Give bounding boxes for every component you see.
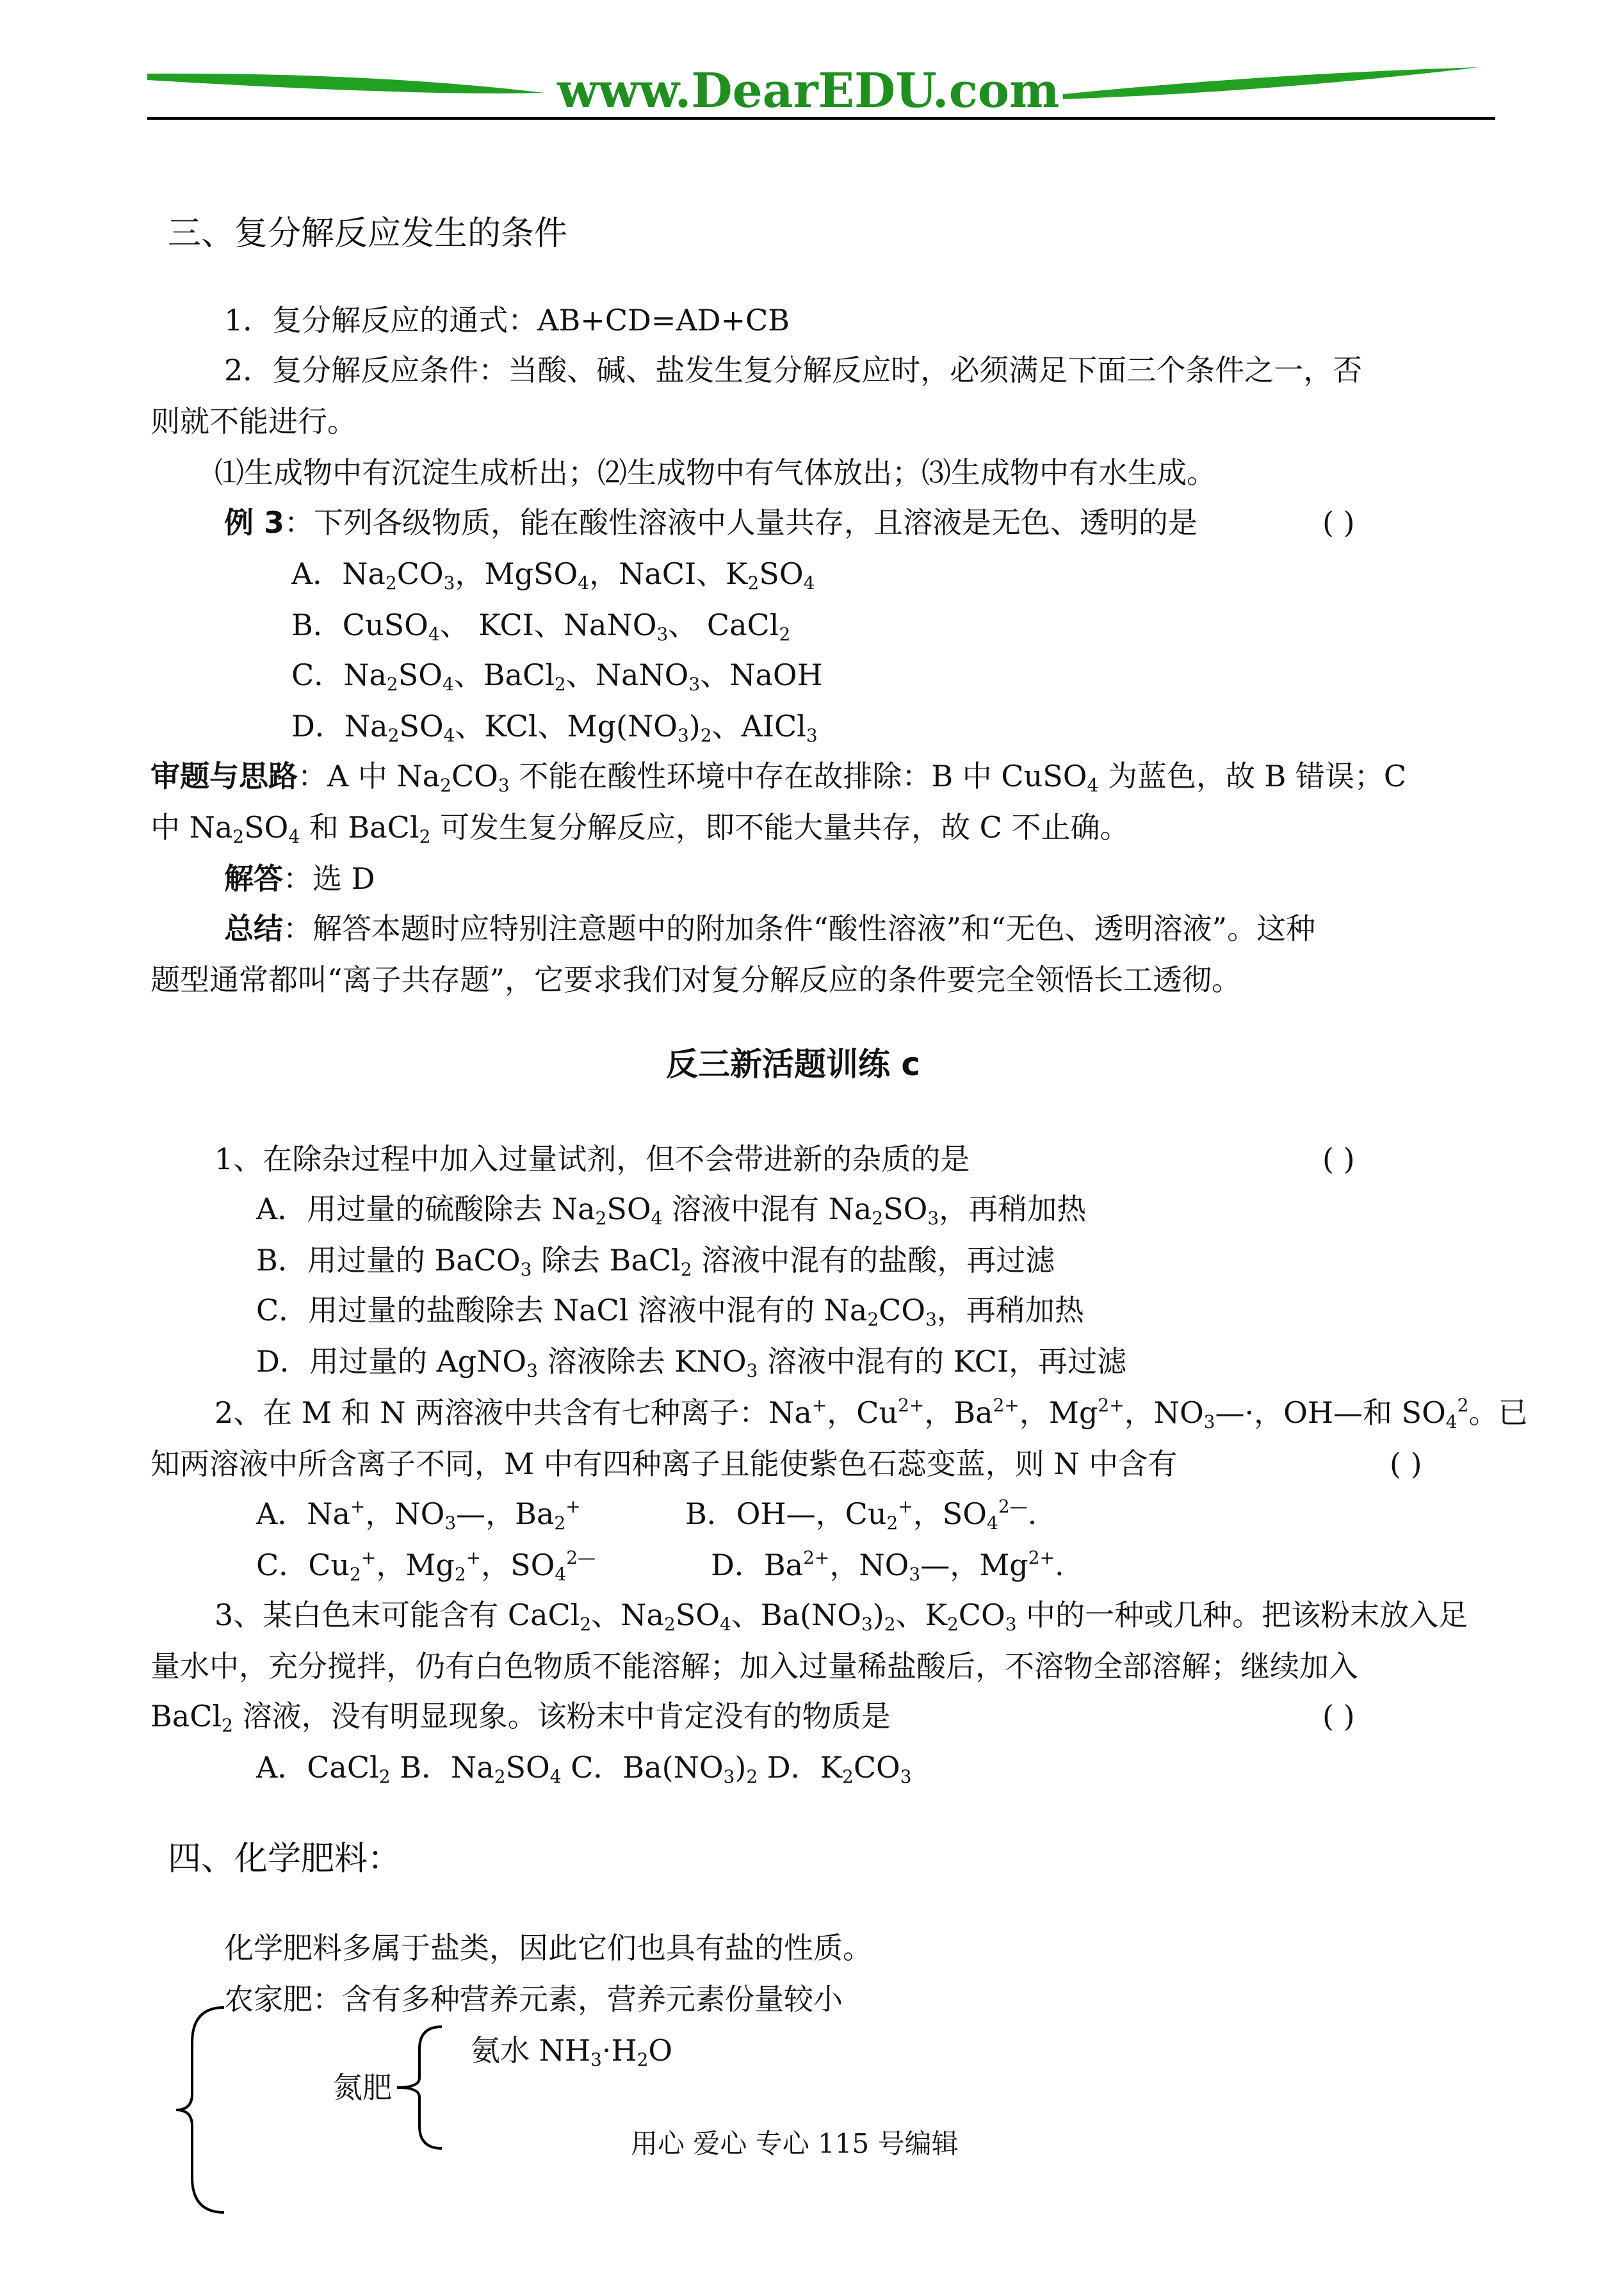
section-4-title: 四、化学肥料：: [168, 1840, 402, 1878]
q2-line-2: 知两溶液中所含离子不同，M 中有四种离子且能使紫色石蕊变蓝，则 N 中含有: [150, 1447, 1178, 1481]
nitrogen-fertilizer-label: 氮肥: [333, 2070, 392, 2105]
example-3-option-a: A．$Na_2CO_3$，MgSO$_4$，NaCI、$K_2SO_4$: [291, 556, 815, 594]
example-3-option-d: D．$Na_2SO_4$、KCl、$Mg(NO_3)_2$、AICl$_3$: [291, 709, 818, 746]
section-3-item-1: 1．复分解反应的通式：AB+CD=AD+CB: [224, 303, 790, 337]
q2-answer-blank: ( ): [1390, 1447, 1422, 1481]
q1-text: 1、在除杂过程中加入过量试剂，但不会带进新的杂质的是: [215, 1142, 970, 1176]
section-3-item-2-line-2: 则就不能进行。: [150, 404, 357, 439]
q2-line-1: 2、在 M 和 N 两溶液中共含有七种离子：Na+，$Cu^{2+}$，$Ba^{2+}$，$Mg^{2+}$，$NO_3—\cdot$，OH—和 $SO_4^2$。已: [215, 1395, 1528, 1432]
nitrogen-brace-icon: [391, 2023, 448, 2152]
answer-label: 解答: [224, 861, 283, 896]
logo-right-swoosh: [1063, 67, 1479, 99]
deardu-logo-banner: [147, 61, 1495, 122]
analysis-line-1: 审题与思路：A 中 $Na_2CO_3$ 不能在酸性环境中存在故排除：B 中 CuSO$_4$ 为蓝色，故 B 错误；C: [150, 759, 1407, 796]
q3-options: A．CaCl$_2$ B．$Na_2SO_4$ C．$Ba(NO_3)_2$ D．$K_2CO_3$: [256, 1750, 912, 1787]
section-3-item-2-line-1: 2．复分解反应条件：当酸、碱、盐发生复分解反应时，必须满足下面三个条件之一，否: [224, 353, 1363, 387]
example-3-question: [224, 503, 1198, 542]
q1-answer-blank: ( ): [1322, 1142, 1355, 1176]
q1-option-b: B．用过量的 BaCO$_3$ 除去 BaCl$_2$ 溶液中混有的盐酸，再过滤: [256, 1243, 1055, 1280]
example-3-option-c: C．$Na_2SO_4$、BaCl$_2$、NaNO$_3$、NaOH: [291, 658, 823, 695]
example-3-label: 例 3: [224, 505, 285, 540]
analysis-label: 审题与思路: [150, 759, 298, 793]
q1-option-c: C．用过量的盐酸除去 NaCl 溶液中混有的 $Na_2CO_3$，再稍加热: [256, 1293, 1084, 1330]
summary-text: ：解答本题时应特别注意题中的附加条件“酸性溶液”和“无色、透明溶液”。这种: [283, 911, 1316, 946]
answer-line: [224, 859, 375, 898]
summary-label: 总结: [224, 911, 283, 946]
section-3-conditions: ⑴生成物中有沉淀生成析出；⑵生成物中有气体放出；⑶生成物中有水生成。: [215, 455, 1216, 490]
summary-line-1: [224, 909, 1315, 948]
outer-brace-icon: [173, 2004, 231, 2216]
example-3-option-b: B．CuSO$_4$、 KCI、NaNO$_3$、 CaCl$_2$: [291, 608, 791, 645]
footer-text: 用心 爱心 专心 115 号编辑: [631, 2128, 959, 2159]
example-3-answer-blank: ( ): [1322, 505, 1355, 540]
section-4-line-2: 农家肥：含有多种营养元素，营养元素份量较小: [224, 1982, 843, 2016]
ammonia-water-formula: 氨水 $NH_3\cdot H_2O$: [471, 2033, 673, 2070]
q2-option-c: C．$Cu_2^+$，$Mg_2^+$，$SO_4^{2—}$: [256, 1547, 596, 1585]
training-title: 反三新活题训练 c: [666, 1046, 921, 1083]
q3-answer-blank: ( ): [1322, 1699, 1355, 1733]
section-3-title: 三、复分解反应发生的条件: [168, 215, 568, 253]
summary-line-2: 题型通常都叫“离子共存题”，它要求我们对复分解反应的条件要完全领悟长工透彻。: [150, 962, 1242, 997]
q3-line-1: 3、某白色末可能含有 CaCl$_2$、$Na_2SO_4$、$Ba(NO_3)_2$、$K_2CO_3$ 中的一种或几种。把该粉末放入足: [215, 1598, 1468, 1635]
ammonia-water-text: 氨水 NH: [471, 2033, 590, 2068]
analysis-line-2: 中 $Na_2SO_4$ 和 BaCl$_2$ 可发生复分解反应，即不能大量共存，故 C 不止确。: [150, 810, 1130, 847]
answer-text: ：选 D: [283, 861, 375, 896]
section-4-line-1: 化学肥料多属于盐类，因此它们也具有盐的性质。: [224, 1931, 872, 1965]
q2-option-a: A．Na+，$NO_3—$，$Ba_2^+$: [256, 1496, 581, 1534]
q3-line-2: 量水中，充分搅拌，仍有白色物质不能溶解；加入过量稀盐酸后，不溶物全部溶解；继续加入: [150, 1649, 1358, 1683]
logo-text: www.DearEDU.com: [557, 63, 1060, 118]
q1-option-a: A．用过量的硫酸除去 $Na_2SO_4$ 溶液中混有 $Na_2SO_3$，再稍加热: [256, 1192, 1087, 1229]
q3-line-3: BaCl$_2$ 溶液，没有明显现象。该粉末中肯定没有的物质是: [150, 1699, 891, 1736]
q2-option-b: B．OH—，$Cu_2^+$，$SO_4^{2—}$.: [685, 1496, 1037, 1534]
logo-left-swoosh: [147, 74, 544, 93]
q2-option-d: D．$Ba^{2+}$，$NO_3—$，$Mg^{2+}$.: [711, 1547, 1064, 1585]
example-3-text: ：下列各级物质，能在酸性溶液中人量共存，且溶液是无色、透明的是: [284, 505, 1198, 540]
q1-option-d: D．用过量的 AgNO$_3$ 溶液除去 $KNO_3$ 溶液中混有的 KCI，再过滤: [256, 1344, 1127, 1381]
